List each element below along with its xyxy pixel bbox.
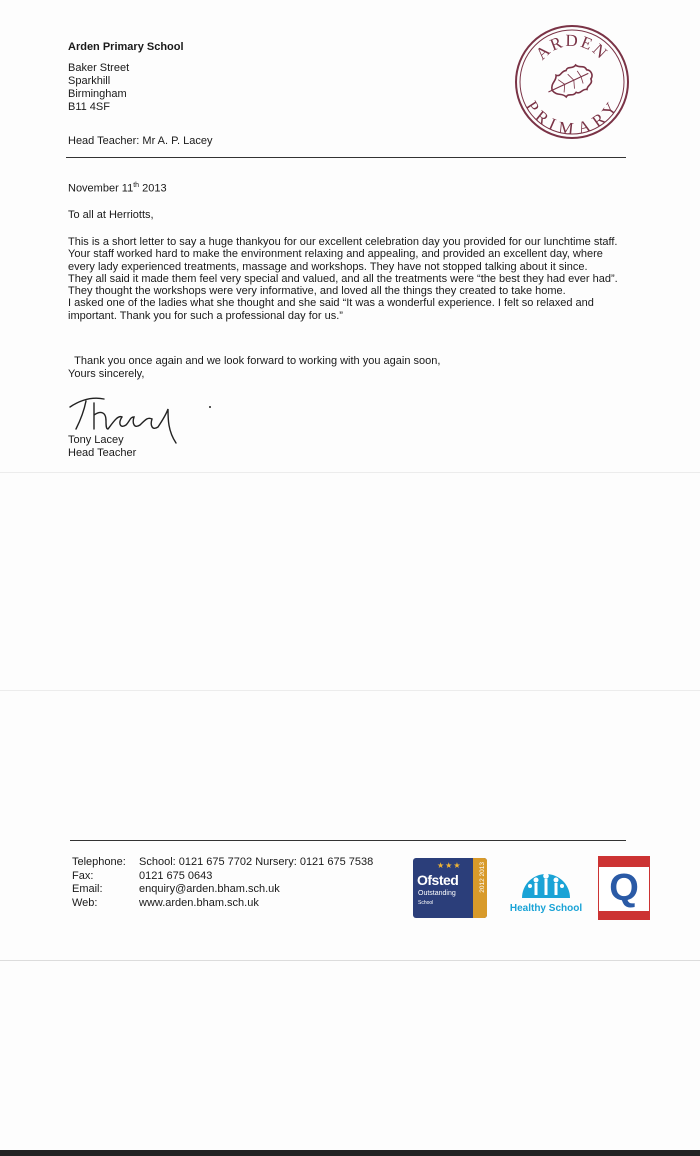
header-rule — [66, 157, 626, 158]
ofsted-badge — [413, 858, 487, 918]
contact-row-telephone — [72, 856, 373, 870]
signer-title: Head Teacher — [68, 447, 137, 459]
body-paragraph: They all said it made them feel very special and valued, and all the treatments were “the best they had ever had”. They thought the workshops were very informative, and loved all the things they created to take home. — [68, 272, 618, 298]
contact-details — [72, 856, 373, 910]
logo-top-text: ARDEN — [531, 30, 613, 64]
address-line: B11 4SF — [68, 101, 110, 113]
star-icon: ★★★ — [437, 861, 462, 870]
sign-off: Yours sincerely, — [68, 368, 145, 380]
quality-mark-letter: Q — [609, 867, 639, 909]
arden-primary-logo — [514, 24, 630, 140]
fold-line — [0, 690, 700, 691]
oak-leaf-icon — [543, 60, 597, 105]
closing — [68, 355, 440, 381]
footer-rule — [70, 840, 626, 841]
contact-value: School: 0121 675 7702 Nursery: 0121 675 7538 — [139, 856, 374, 868]
contact-label: Email: — [72, 883, 103, 895]
quality-mark-band — [599, 911, 649, 919]
address-line: Birmingham — [68, 88, 127, 100]
school-address — [68, 62, 129, 114]
contact-label: Fax: — [72, 869, 94, 882]
healthy-school-badge — [502, 860, 590, 918]
ofsted-name: Ofsted — [417, 872, 459, 888]
healthy-school-label: Healthy School — [509, 903, 583, 914]
closing-text: Thank you once again and we look forward to working with you again soon, — [74, 355, 441, 367]
logo-bottom-text: PRIMARY — [522, 97, 622, 139]
svg-text:PRIMARY — [522, 97, 622, 138]
svg-text:ARDEN — [532, 31, 612, 64]
quality-mark-band — [599, 857, 649, 867]
closing-line — [68, 355, 440, 368]
contact-label: Web: — [72, 896, 98, 909]
school-name: Arden Primary School — [68, 41, 184, 53]
people-icon — [502, 860, 590, 900]
quality-mark-badge — [598, 856, 650, 920]
scan-edge — [0, 1150, 700, 1156]
date-ordinal: th — [133, 182, 140, 189]
date-day: November 11 — [68, 182, 134, 195]
ofsted-rating: Outstanding — [418, 890, 456, 897]
ofsted-school: School — [418, 900, 434, 906]
contact-value: enquiry@arden.bham.sch.uk — [139, 883, 280, 895]
ofsted-years: 2012 2013 — [479, 862, 486, 893]
body-paragraph: Your staff worked hard to make the environment relaxing and appealing, and provided an excellent day, where every lady experienced treatments, massage and workshops. They have not stopped talking about it since. — [68, 248, 603, 273]
contact-value: www.arden.bham.sch.uk — [139, 896, 259, 909]
contact-row-fax — [72, 870, 373, 884]
address-line: Baker Street — [68, 62, 130, 74]
fold-line — [0, 472, 700, 473]
contact-row-email — [72, 883, 373, 897]
body-paragraph: I asked one of the ladies what she thought and she said “It was a wonderful experience. I felt so relaxed and important. Thank you for such a professional day for us.” — [68, 297, 594, 322]
contact-label: Telephone: — [72, 856, 126, 868]
contact-value: 0121 675 0643 — [139, 869, 213, 882]
fold-line — [0, 960, 700, 961]
greeting: To all at Herriotts, — [68, 209, 154, 221]
address-line: Sparkhill — [68, 75, 111, 87]
letter-date — [68, 182, 167, 195]
body-paragraph: This is a short letter to say a huge thankyou for our excellent celebration day you provided for our lunchtime staff. — [68, 236, 618, 248]
date-year: 2013 — [139, 182, 167, 195]
letter-body — [68, 236, 628, 322]
signer-block — [68, 434, 136, 460]
contact-row-web — [72, 897, 373, 911]
head-teacher-line: Head Teacher: Mr A. P. Lacey — [68, 135, 213, 147]
signer-name: Tony Lacey — [68, 434, 124, 446]
